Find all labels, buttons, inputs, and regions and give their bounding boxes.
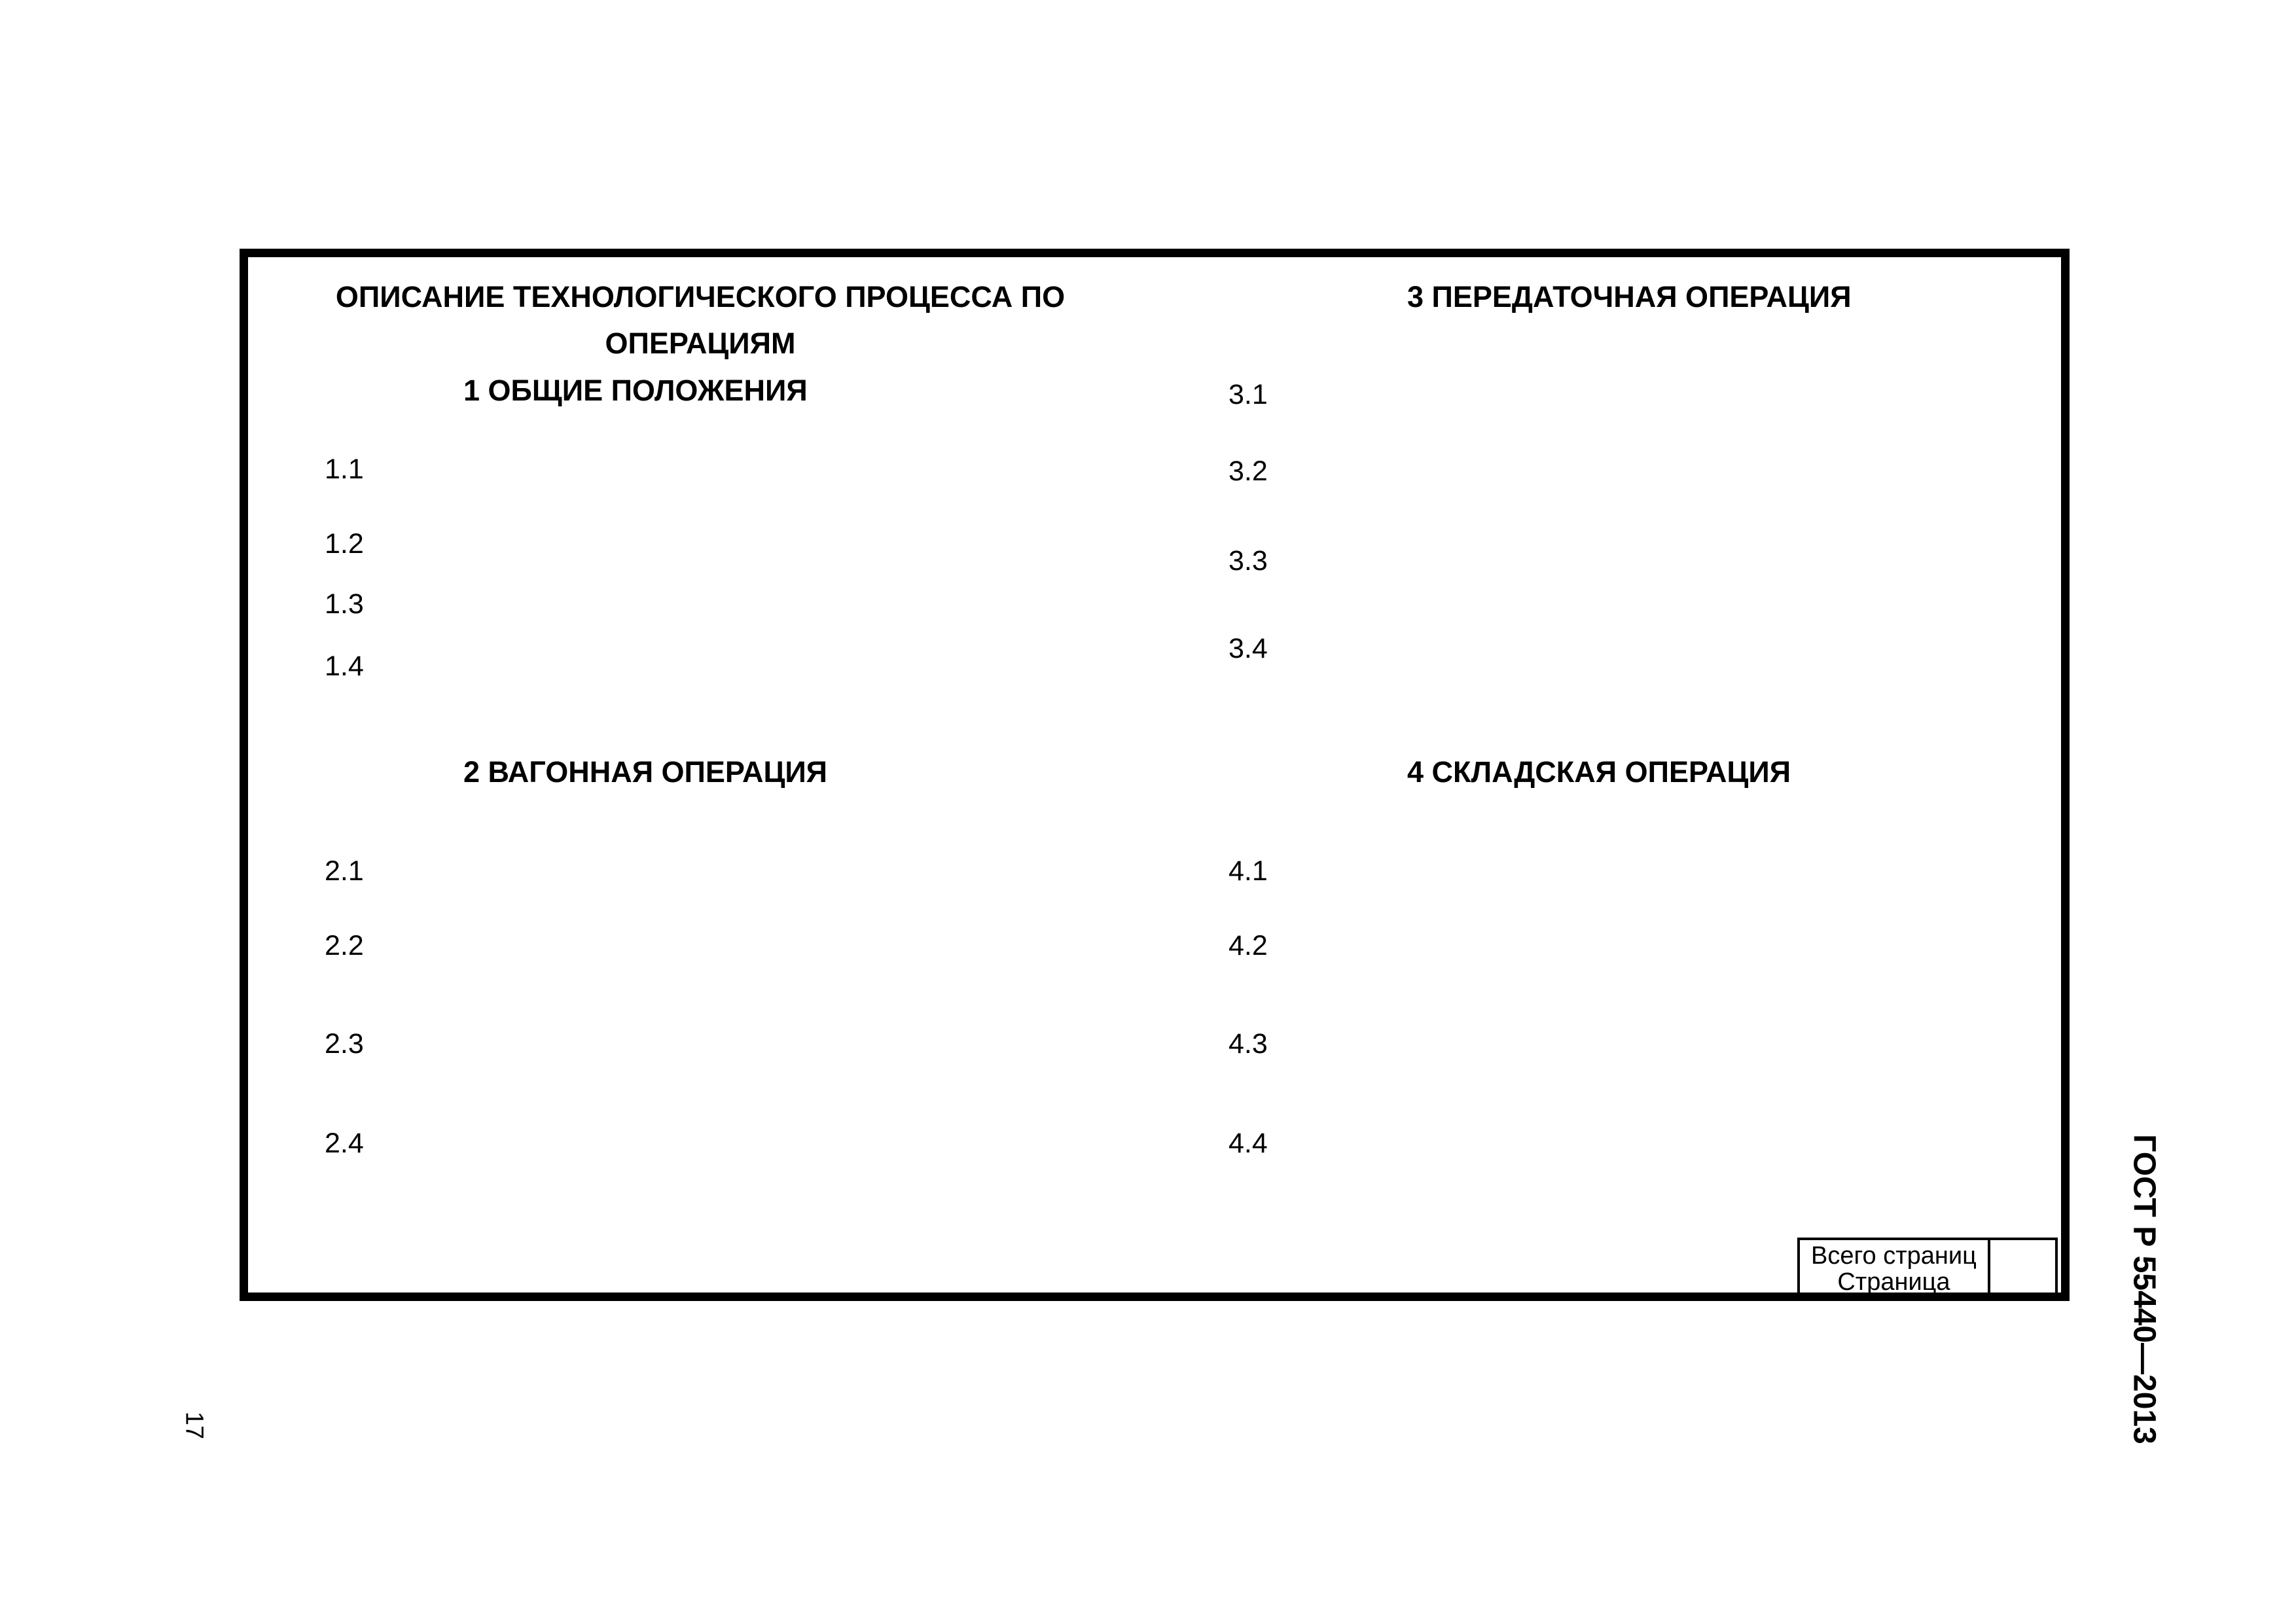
item-1-2: 1.2 [325, 528, 364, 560]
form-title-line1: ОПИСАНИЕ ТЕХНОЛОГИЧЕСКОГО ПРОЦЕССА ПО [335, 280, 1066, 313]
pages-box [1797, 1238, 2058, 1300]
item-4-4: 4.4 [1229, 1128, 1268, 1159]
item-2-3: 2.3 [325, 1028, 364, 1060]
item-1-4: 1.4 [325, 651, 364, 682]
item-3-3: 3.3 [1229, 545, 1268, 577]
section-heading-transfer: 3 ПЕРЕДАТОЧНАЯ ОПЕРАЦИЯ [1407, 280, 1852, 313]
item-2-4: 2.4 [325, 1128, 364, 1159]
item-4-1: 4.1 [1229, 855, 1268, 887]
form-title-line2: ОПЕРАЦИЯМ [605, 327, 796, 360]
page-number: 17 [180, 1411, 208, 1440]
item-2-2: 2.2 [325, 930, 364, 961]
pages-value-cell [1989, 1239, 2056, 1298]
item-1-1: 1.1 [325, 454, 364, 485]
item-3-2: 3.2 [1229, 455, 1268, 487]
item-4-2: 4.2 [1229, 930, 1268, 961]
total-pages-label: Всего страниц [1811, 1241, 1977, 1270]
item-3-4: 3.4 [1229, 633, 1268, 664]
page-label: Страница [1837, 1268, 1950, 1296]
pages-labels-cell [1799, 1239, 1989, 1298]
item-3-1: 3.1 [1229, 379, 1268, 410]
item-4-3: 4.3 [1229, 1028, 1268, 1060]
section-heading-warehouse: 4 СКЛАДСКАЯ ОПЕРАЦИЯ [1407, 755, 1791, 789]
form-title [301, 274, 1100, 366]
item-1-3: 1.3 [325, 588, 364, 620]
section-heading-general: 1 ОБЩИЕ ПОЛОЖЕНИЯ [463, 374, 808, 407]
document-code: ГОСТ Р 55440—2013 [2126, 1134, 2162, 1444]
section-heading-wagon: 2 ВАГОННАЯ ОПЕРАЦИЯ [463, 755, 828, 789]
item-2-1: 2.1 [325, 855, 364, 887]
